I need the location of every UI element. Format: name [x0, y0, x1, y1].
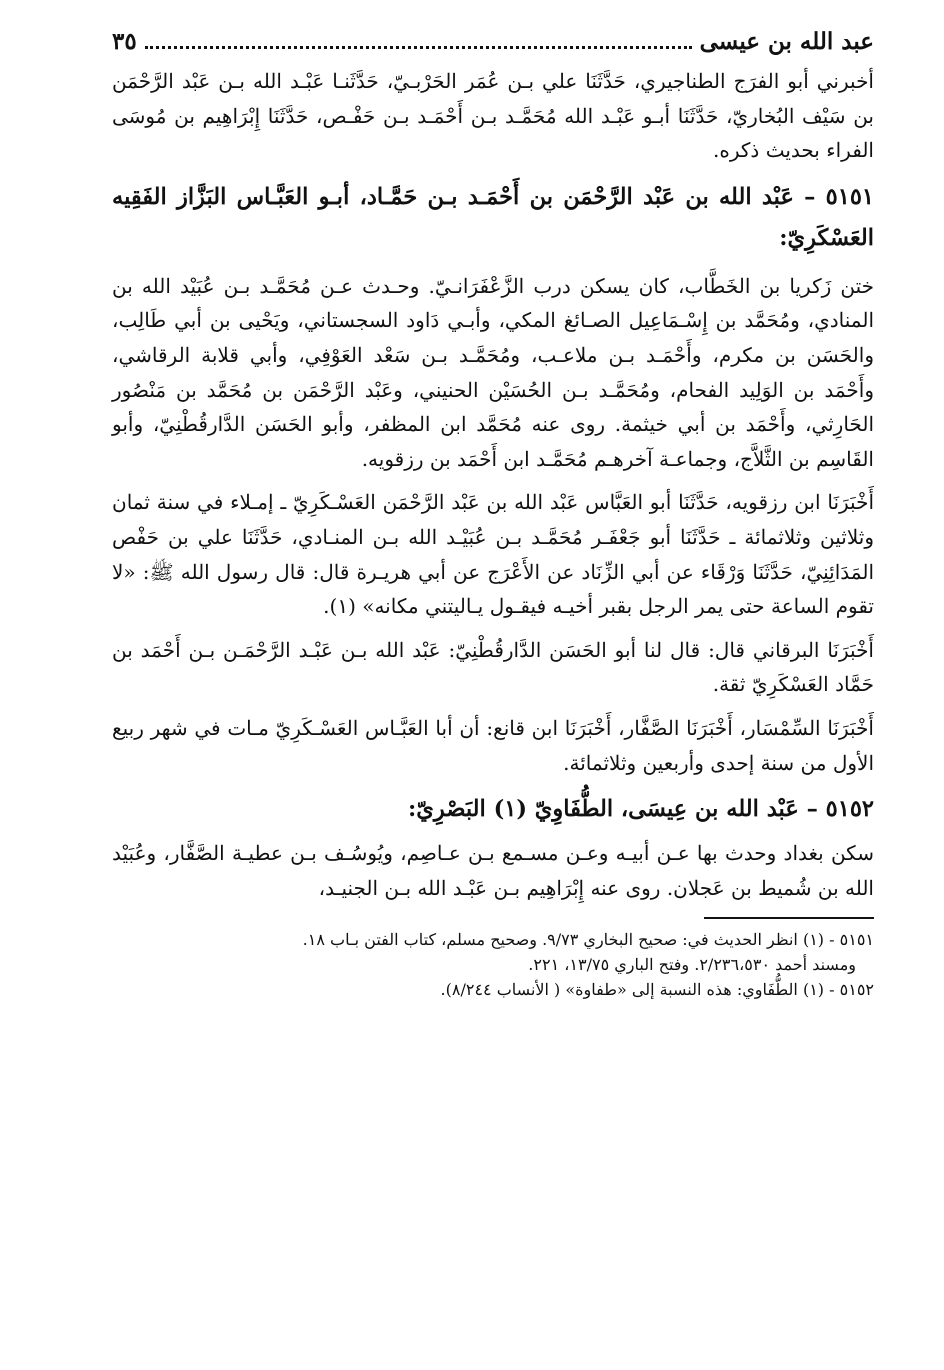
footnote-5152: ٥١٥٢ - (١) الطُّفَاوي: هذه النسبة إلى «طفاوة» ( الأنساب ٨/٢٤٤).	[440, 980, 874, 1000]
entry-heading-5152: ٥١٥٢ – عَبْد الله بن عِيسَى، الطُّفَاوِيّ (١) البَصْرِيّ:	[408, 796, 874, 823]
book-page	[112, 28, 874, 1002]
entry-heading-5151: ٥١٥١ – عَبْد الله بن عَبْد الرَّحْمَن بن أَحْمَـد بـن حَمَّـاد، أبـو العَبَّـاس البَزَّاز الفَقِيه العَسْكَرِيّ:	[112, 183, 874, 251]
paragraph-grading: أَخْبَرَنَا البرقاني قال: قال لنا أبو الحَسَن الدَّارقُطْنِيّ: عَبْد الله بـن عَبْـد الرَّحْمَـن بـن أَحْمَد بن حَمَّاد العَسْكَرِيّ ثقة.	[112, 637, 874, 697]
paragraph-biography-5152: سكن بغداد وحدث بها عـن أبيـه وعـن مسـمع بـن عـاصِم، ويُوسُـف بـن عطيـة الصَّفَّار، وعُبَيْد الله بن شُميط بن عَجلان. روى عنه إِبْرَاهِيم بـن عَبْـد الله بـن الجنيـد،	[112, 841, 874, 900]
paragraph-chain-of-narration: أخبرني أبو الفرَج الطناجيري، حَدَّثَنَا علي بـن عُمَر الحَرْبـيّ، حَدَّثَنـا عَبْـد الله بـن عَبْد الرَّحْمَن بن سَيْف البُخاريّ، حَدَّثَنَا أبـو عَبْـد الله مُحَمَّـد بـن أَحْمَـد بـن حَفْـص، حَدَّثَنَا إِبْرَاهِيم بن مُوسَى الفراء بحديث ذكره.	[112, 69, 874, 163]
header-dot-leader	[145, 45, 692, 49]
header-title: عبد الله بن عيسى	[699, 28, 874, 55]
footnote-5151-line1: ٥١٥١ - (١) انظر الحديث في: صحيح البخاري ٩/٧٣. وصحيح مسلم، كتاب الفتن بـاب ١٨.	[302, 930, 874, 950]
paragraph-death-date: أَخْبَرَنَا السِّمْسَار، أَخْبَرَنَا الصَّفَّار، أَخْبَرَنَا ابن قانع: أن أبا العَبَّـاس العَسْـكَرِيّ مـات في شهر ربيع الأول من سنة إحدى وأربعين وثلاثمائة.	[112, 715, 874, 775]
page-number: ٣٥	[112, 28, 137, 55]
footnote-5151-line2: ومسند أحمد ٢/٢٣٦،٥٣٠. وفتح الباري ١٣/٧٥، ٢٢١.	[528, 955, 856, 975]
paragraph-hadith: أَخْبَرَنَا ابن رزقويه، حَدَّثَنَا أبو العَبَّاس عَبْد الله بن عَبْد الرَّحْمَن العَسْـكَرِيّ ـ إمـلاء في سنة ثمان وثلاثين وثلاثمائة ـ حَدَّثَنَا أبو جَعْفَـر مُحَمَّـد بـن عُبَيْـد الله بـن المنـادي، حَدَّثَنَا علي بن حَفْص المَدَائِنِيّ، حَدَّثَنَا وَرْقَاء عن أبي الزِّنَاد عن الأَعْرَج عن أبي هريـرة قال: قال رسول الله ﷺ: «لا تقوم الساعة حتى يمر الرجل بقبر أخيـه فيقـول يـاليتني مكانه» (١).	[112, 490, 874, 619]
paragraph-biography: ختن زَكريا بن الخَطَّاب، كان يسكن درب الزَّعْفَرَانـيّ. وحـدث عـن مُحَمَّـد بـن عُبَيْد الله بن المنادي، ومُحَمَّد بن إِسْـمَاعِيل الصـائغ المكي، وأبـي دَاود السجستاني، ويَحْيى بن أبي طَالِب، والحَسَن بن مكرم، وأَحْمَـد بـن ملاعـب، ومُحَمَّـد بـن سَعْد العَوْفِي، وأبي قلابة الرقاشي، وأَحْمَد بن الوَلِيد الفحام، ومُحَمَّـد بـن الحُسَيْن الحنيني، وعَبْد الرَّحْمَن بن مُحَمَّد بن مَنْصُور الحَارِثي، وأَحْمَد بن أبي خيثمة. روى عنه مُحَمَّد ابن المظفر، وأبو الحَسَن الدَّارقُطْنِيّ، وأبو القَاسِم بن الثَّلاَّج، وجماعـة آخرهـم مُحَمَّـد ابن أَحْمَد بن رزقويه.	[112, 273, 874, 471]
running-header	[112, 28, 874, 64]
footnote-separator	[704, 917, 874, 919]
